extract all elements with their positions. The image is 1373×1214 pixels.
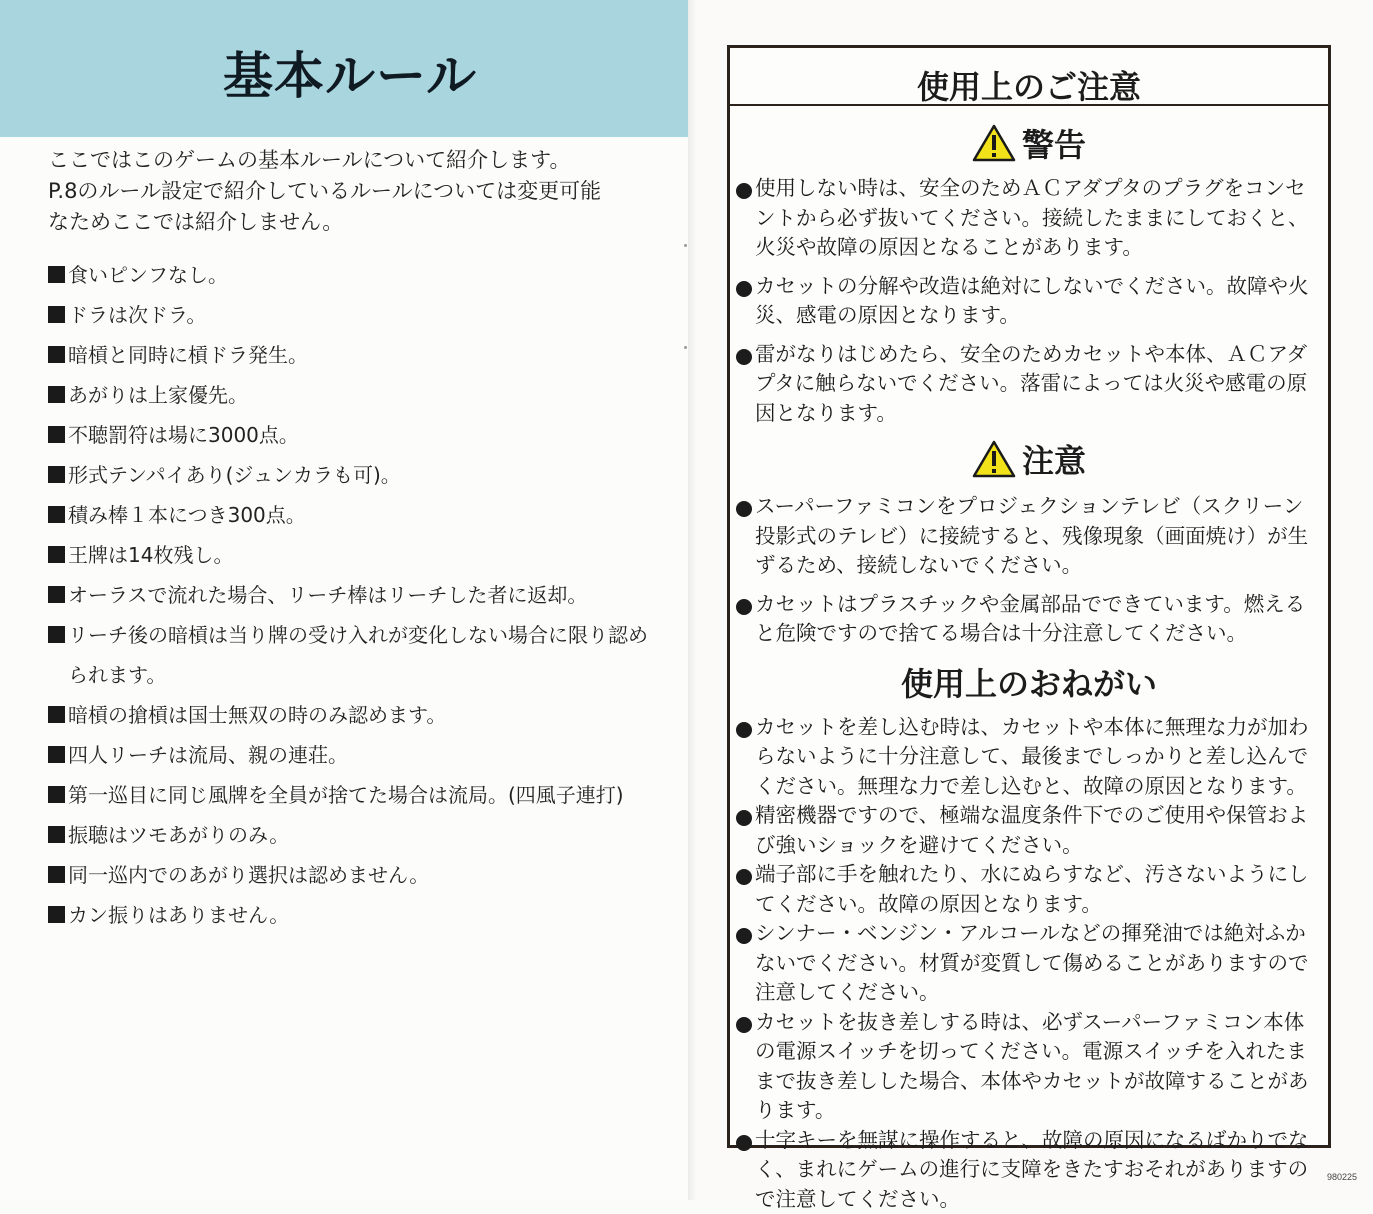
warning-item: 雷がなりはじめたら、安全のためカセットや本体、ＡＣアダプタに触らないでください。落雷によっては火災や感電の原因となります。 <box>736 340 1320 429</box>
circle-bullet-icon <box>736 599 752 615</box>
request-item: シンナー・ベンジン・アルコールなどの揮発油では絶対ふかないでください。材質が変質して傷めることがありますので注意してください。 <box>736 919 1320 1008</box>
request-items <box>730 713 1328 1214</box>
left-page <box>0 0 688 1200</box>
rule-item: 形式テンパイあり(ジュンカラも可)。 <box>48 455 668 495</box>
requests-label: 使用上のおねがい <box>901 665 1157 703</box>
warning-triangle-icon <box>972 440 1016 478</box>
rule-item: 食いピンフなし。 <box>48 255 668 295</box>
circle-bullet-icon <box>736 722 752 738</box>
notice-header <box>730 48 1328 106</box>
rule-item: 王牌は14枚残し。 <box>48 535 668 575</box>
square-bullet-icon <box>48 346 65 363</box>
square-bullet-icon <box>48 786 65 803</box>
square-bullet-icon <box>48 706 65 723</box>
square-bullet-icon <box>48 266 65 283</box>
request-item: 端子部に手を触れたり、水にぬらすなど、汚さないようにしてください。故障の原因となります。 <box>736 860 1320 919</box>
square-bullet-icon <box>48 906 65 923</box>
caution-items <box>730 492 1328 649</box>
warning-item: カセットの分解や改造は絶対にしないでください。故障や火災、感電の原因となります。 <box>736 272 1320 331</box>
warning-heading <box>730 106 1328 164</box>
intro-line: なためここでは紹介しません。 <box>48 207 658 238</box>
square-bullet-icon <box>48 626 65 643</box>
spine-staple-mark <box>684 244 687 247</box>
circle-bullet-icon <box>736 349 752 365</box>
circle-bullet-icon <box>736 1135 752 1151</box>
intro-line: P.8のルール設定で紹介しているルールについては変更可能 <box>48 176 658 207</box>
caution-label: 注意 <box>1022 442 1086 480</box>
square-bullet-icon <box>48 866 65 883</box>
circle-bullet-icon <box>736 501 752 517</box>
rule-item: 振聴はツモあがりのみ。 <box>48 815 668 855</box>
rule-item: 四人リーチは流局、親の連荘。 <box>48 735 668 775</box>
square-bullet-icon <box>48 826 65 843</box>
print-code: 980225 <box>1327 1172 1357 1182</box>
caution-heading <box>730 432 1328 480</box>
circle-bullet-icon <box>736 1017 752 1033</box>
rule-item: 同一巡内でのあがり選択は認めません。 <box>48 855 668 895</box>
rule-list <box>48 255 668 935</box>
request-item: 精密機器ですので、極端な温度条件下でのご使用や保管および強いショックを避けてください。 <box>736 801 1320 860</box>
spine-staple-mark <box>684 346 687 349</box>
request-item: カセットを抜き差しする時は、必ずスーパーファミコン本体の電源スイッチを切ってください。電源スイッチを入れたままで抜き差しした場合、本体やカセットが故障することがあります。 <box>736 1008 1320 1126</box>
rule-item: オーラスで流れた場合、リーチ棒はリーチした者に返却。 <box>48 575 668 615</box>
square-bullet-icon <box>48 586 65 603</box>
page-title: 基本ルール <box>0 36 700 108</box>
rule-item: あがりは上家優先。 <box>48 375 668 415</box>
circle-bullet-icon <box>736 183 752 199</box>
warning-triangle-icon <box>972 124 1016 162</box>
circle-bullet-icon <box>736 928 752 944</box>
rule-item: リーチ後の暗槓は当り牌の受け入れが変化しない場合に限り認められます。 <box>48 615 668 695</box>
square-bullet-icon <box>48 386 65 403</box>
square-bullet-icon <box>48 306 65 323</box>
intro-paragraph <box>48 145 658 238</box>
caution-item: カセットはプラスチックや金属部品でできています。燃えると危険ですので捨てる場合は十分注意してください。 <box>736 590 1320 649</box>
rule-item: 暗槓の搶槓は国士無双の時のみ認めます。 <box>48 695 668 735</box>
warning-items <box>730 174 1328 428</box>
intro-line: ここではこのゲームの基本ルールについて紹介します。 <box>48 145 658 176</box>
square-bullet-icon <box>48 506 65 523</box>
caution-item: スーパーファミコンをプロジェクションテレビ（スクリーン投影式のテレビ）に接続すると、残像現象（画面焼け）が生ずるため、接続しないでください。 <box>736 492 1320 581</box>
notice-title: 使用上のご注意 <box>917 62 1141 108</box>
square-bullet-icon <box>48 426 65 443</box>
request-item: 十字キーを無謀に操作すると、故障の原因になるばかりでなく、まれにゲームの進行に支障をきたすおそれがありますので注意してください。 <box>736 1126 1320 1214</box>
rule-item: 暗槓と同時に槓ドラ発生。 <box>48 335 668 375</box>
usage-notice-box <box>727 45 1331 1148</box>
rule-item: カン振りはありません。 <box>48 895 668 935</box>
rule-item: 不聴罰符は場に3000点。 <box>48 415 668 455</box>
circle-bullet-icon <box>736 810 752 826</box>
square-bullet-icon <box>48 546 65 563</box>
warning-item: 使用しない時は、安全のためＡＣアダプタのプラグをコンセントから必ず抜いてください。接続したままにしておくと、火災や故障の原因となることがあります。 <box>736 174 1320 263</box>
circle-bullet-icon <box>736 281 752 297</box>
requests-heading <box>730 655 1328 703</box>
square-bullet-icon <box>48 466 65 483</box>
warning-label: 警告 <box>1022 126 1086 164</box>
square-bullet-icon <box>48 746 65 763</box>
rule-item: 第一巡目に同じ風牌を全員が捨てた場合は流局。(四風子連打) <box>48 775 668 815</box>
rule-item: ドラは次ドラ。 <box>48 295 668 335</box>
circle-bullet-icon <box>736 869 752 885</box>
request-item: カセットを差し込む時は、カセットや本体に無理な力が加わらないように十分注意して、最後までしっかりと差し込んでください。無理な力で差し込むと、故障の原因となります。 <box>736 713 1320 802</box>
rule-item: 積み棒１本につき300点。 <box>48 495 668 535</box>
